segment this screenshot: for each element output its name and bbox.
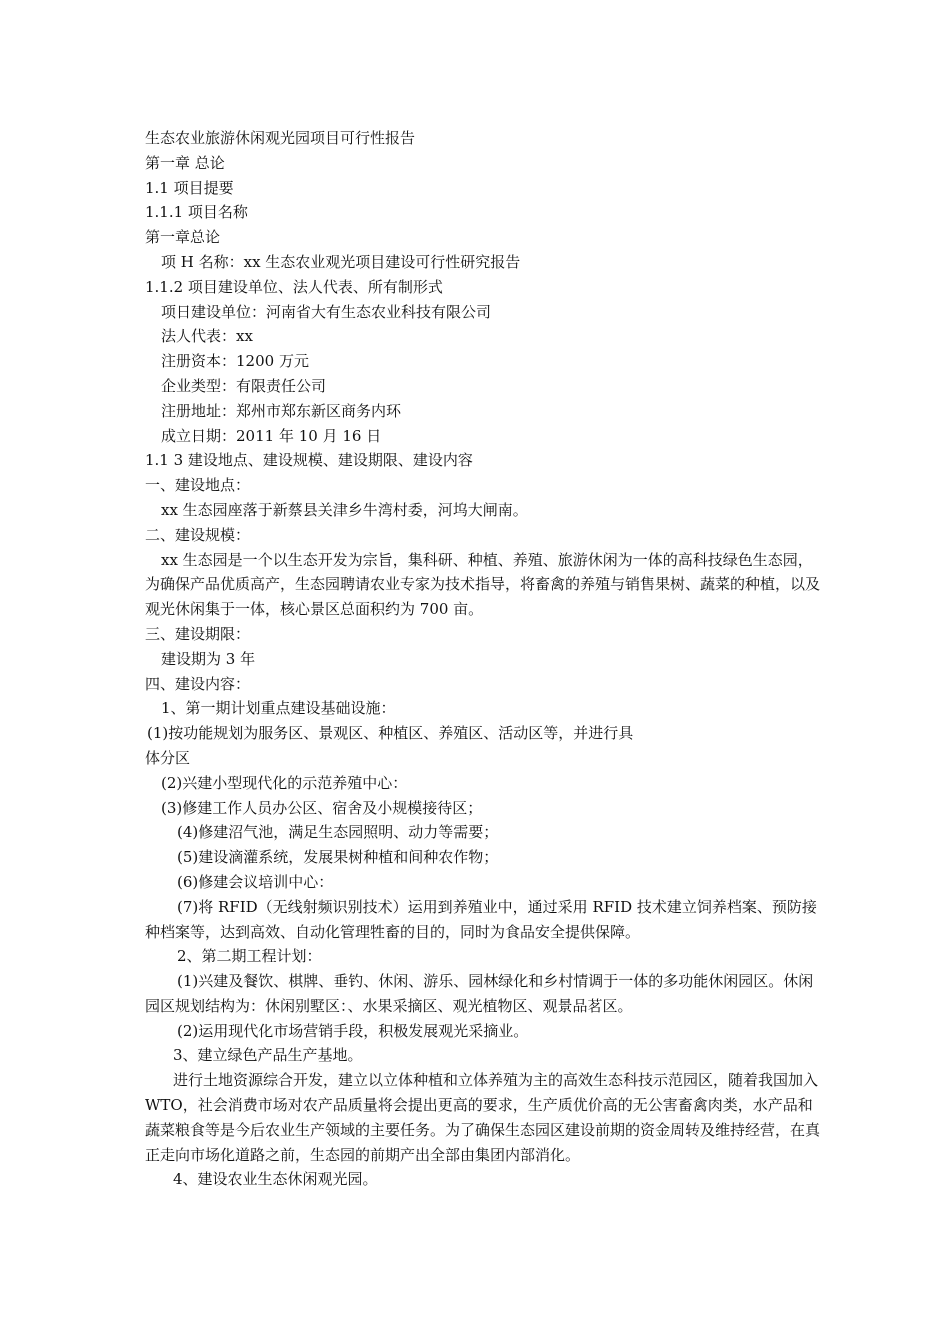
item-heading: 一、建设地点： xyxy=(145,476,251,495)
list-item: (2)运用现代化市场营销手段，积极发展观光采摘业。 xyxy=(177,1021,529,1040)
phase-three-text: 进行土地资源综合开发，建立以立体种植和立体养殖为主的高效生态科技示范园区，随着我国加入 WTO，社会消费市场对农产品质量将会提出更高的要求，生产质优价高的无公害畜禽肉类，水产品和蔬菜粮食等是今后农业生产领域的主要任务。为了确保生态园区建设前期的资金周转及维持经营，在真正走向市场化道路之前，生态园的前期产出全部由集团内部消化。 xyxy=(145,1071,821,1164)
doc-title: 生态农业旅游休闲观光园项目可行性报告 xyxy=(145,129,416,147)
phase-three-heading: 3、建立绿色产品生产基地。 xyxy=(173,1046,363,1065)
construction-period: 建设期为 3 年 xyxy=(161,649,256,668)
section-heading: 1.1 项目提要 xyxy=(145,178,234,197)
list-item: (1)按功能规划为服务区、景观区、种植区、养殖区、活动区等，并进行具 xyxy=(147,724,634,743)
list-item-cont: 体分区 xyxy=(145,748,191,767)
list-item: (4)修建沼气池，满足生态园照明、动力等需要； xyxy=(177,823,499,842)
construction-scale: xx 生态园是一个以生态开发为宗旨，集科研、种植、养殖、旅游休闲为一体的高科技绿色生态园，为确保产品优质高产，生态园聘请农业专家为技术指导，将畜禽的养殖与销售果树、蔬菜的种植，以及观光休闲集于一体，核心景区总面积约为 700 亩。 xyxy=(145,550,821,619)
construction-unit: 项日建设单位：河南省大有生态农业科技有限公司 xyxy=(161,302,492,321)
registered-capital: 注册资本：1200 万元 xyxy=(161,352,309,371)
subsection-heading: 1.1 3 建设地点、建设规模、建设期限、建设内容 xyxy=(145,451,473,470)
phase-four-heading: 4、建设农业生态休闲观光园。 xyxy=(173,1170,378,1189)
list-item: (7)将 RFID（无线射频识别技术）运用到养殖业中，通过采用 RFID 技术建立饲养档案、预防接种档案等，达到高效、自动化管理牲畜的目的，同时为食品安全提供保障。 xyxy=(145,897,817,941)
phase-two-heading: 2、第二期工程计划： xyxy=(177,947,322,966)
enterprise-type: 企业类型：有限责任公司 xyxy=(161,376,327,395)
list-item: (5)建设滴灌系统，发展果树种植和间种农作物； xyxy=(177,848,499,867)
list-item: (2)兴建小型现代化的示范养殖中心： xyxy=(161,773,408,792)
list-item: (1)兴建及餐饮、棋牌、垂钓、休闲、游乐、园林绿化和乡村情调于一体的多功能休闲园区。休闲园区规划结构为：休闲别墅区：、水果采摘区、观光植物区、观景品茗区。 xyxy=(145,972,814,1015)
project-name: 项 H 名称：xx 生态农业观光项目建设可行性研究报告 xyxy=(161,252,521,271)
item-heading: 二、建设规模： xyxy=(145,525,251,544)
construction-place: xx 生态园座落于新蔡县关津乡牛湾村委，河坞大闸南。 xyxy=(161,500,528,519)
list-item: (3)修建工作人员办公区、宿舍及小规模接待区； xyxy=(161,798,483,817)
list-item: (6)修建会议培训中心： xyxy=(177,872,334,891)
registered-address: 注册地址：郑州市郑东新区商务内环 xyxy=(161,401,402,420)
item-heading: 三、建设期限： xyxy=(145,624,251,643)
founding-date: 成立日期：2011 年 10 月 16 日 xyxy=(161,426,382,445)
legal-representative: 法人代表：xx xyxy=(161,327,253,346)
subsection-heading: 1.1.1 项目名称 xyxy=(145,203,248,222)
chapter-heading-repeat: 第一章总论 xyxy=(145,228,221,247)
subsection-heading: 1.1.2 项目建设单位、法人代表、所有制形式 xyxy=(145,277,443,296)
chapter-heading: 第一章 总论 xyxy=(145,153,225,172)
phase-one-heading: 1、第一期计划重点建设基础设施： xyxy=(161,699,396,718)
item-heading: 四、建设内容： xyxy=(145,674,251,693)
